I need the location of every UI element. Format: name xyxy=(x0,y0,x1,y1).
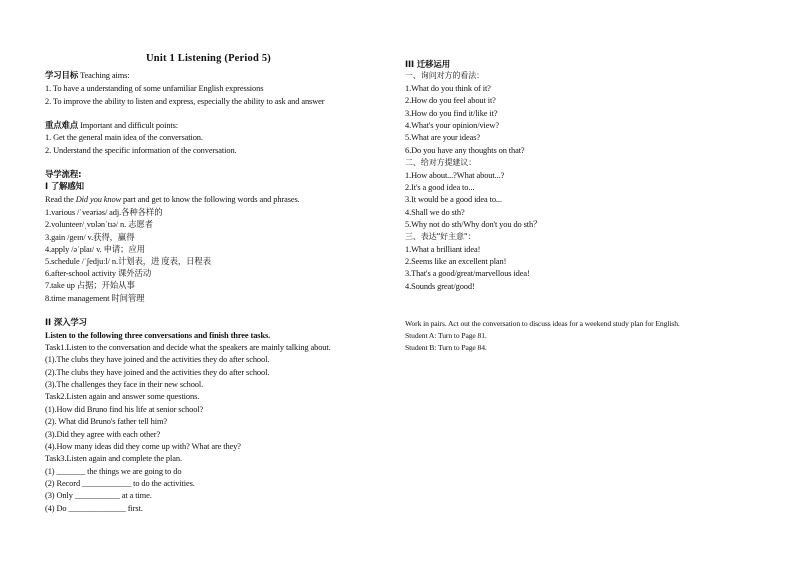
vocab-item: 8.time management 时间管理 xyxy=(45,294,145,303)
guide-heading: 导学流程: xyxy=(45,169,82,179)
listen-instruction: Listen to the following three conversations and finish three tasks. xyxy=(45,331,271,340)
plan-blank: ___________ xyxy=(74,491,120,500)
q1-item: 4.What's your opinion/view? xyxy=(405,121,499,130)
q3-item: 3.That's a good/great/marvellous idea! xyxy=(405,269,530,278)
plan-post: to do the activities. xyxy=(131,479,195,488)
vocab-item: 1.various /ˈveəriəs/ adj.各种各样的 xyxy=(45,208,163,217)
q1-item: 3.How do you find it/like it? xyxy=(405,109,498,118)
task-line: (2).The clubs they have joined and the activities they do after school. xyxy=(45,368,270,377)
task-line: (1).The clubs they have joined and the activities they do after school. xyxy=(45,355,270,364)
task-line: Task3.Listen again and complete the plan. xyxy=(45,454,182,463)
task-line: (3).The challenges they face in their new school. xyxy=(45,380,204,389)
read-post: part and get to know the following words and phrases. xyxy=(121,195,300,204)
task-line: (2). What did Bruno's father tell him? xyxy=(45,417,167,426)
vocab-item: 3.gain /geɪn/ v.获得，赢得 xyxy=(45,233,135,242)
aims-heading-en: Teaching aims: xyxy=(80,71,130,80)
plan-pre: (2) Record xyxy=(45,479,83,488)
plan-item xyxy=(45,478,195,489)
read-pre: Read the xyxy=(45,195,76,204)
q2-item: 2.It's a good idea to... xyxy=(405,183,475,192)
pair-work-instruction: Work in pairs. Act out the conversation to discuss ideas for a weekend study plan for English. xyxy=(405,319,680,328)
q3-heading: 三、表达"好主意"： xyxy=(405,232,476,241)
vocab-item: 4.apply /əˈplaɪ/ v. 申请；应用 xyxy=(45,245,145,254)
plan-blank: ______________ xyxy=(68,504,126,513)
page-title: Unit 1 Listening (Period 5) xyxy=(146,53,271,64)
q2-heading: 二、给对方提建议： xyxy=(405,158,477,167)
vocab-item: 2.volunteer/ˌvɒlənˈtɪə/ n. 志愿者 xyxy=(45,220,153,229)
task-line: (3).Did they agree with each other? xyxy=(45,430,161,439)
aims-heading-cn: 学习目标 xyxy=(45,70,79,80)
q3-item: 1.What a brilliant idea! xyxy=(405,245,481,254)
q1-item: 1.What do you think of it? xyxy=(405,84,491,93)
q3-item: 4.Sounds great/good! xyxy=(405,282,475,291)
point-item: 2. Understand the specific information of the conversation. xyxy=(45,146,237,155)
section3-heading: III 迁移运用 xyxy=(405,59,450,69)
q2-item: 3.It would be a good idea to... xyxy=(405,195,502,204)
points-heading xyxy=(45,120,178,131)
points-heading-en: Important and difficult points: xyxy=(80,121,179,130)
read-italic: Did you know xyxy=(75,195,122,204)
aims-heading xyxy=(45,70,130,81)
task-line: (1).How did Bruno find his life at senior school? xyxy=(45,405,204,414)
q2-item: 5.Why not do sth/Why don't you do sth？ xyxy=(405,220,542,229)
student-b-line: Student B: Turn to Page 84. xyxy=(405,343,487,352)
q1-item: 6.Do you have any thoughts on that? xyxy=(405,146,525,155)
q2-item: 1.How about...?What about...? xyxy=(405,171,505,180)
point-item: 1. Get the general main idea of the conversation. xyxy=(45,133,203,142)
task-line: Task1.Listen to the conversation and decide what the speakers are mainly talking about. xyxy=(45,343,331,352)
task-line: (4).How many ideas did they come up with? What are they? xyxy=(45,442,241,451)
q3-item: 2.Seems like an excellent plan! xyxy=(405,257,507,266)
q1-item: 5.What are your ideas? xyxy=(405,133,480,142)
q2-item: 4.Shall we do sth? xyxy=(405,208,465,217)
plan-post: at a time. xyxy=(119,491,152,500)
plan-pre: (3) Only xyxy=(45,491,75,500)
section2-heading: II 深入学习 xyxy=(45,317,87,327)
vocab-item: 6.after-school activity 课外活动 xyxy=(45,269,152,278)
plan-pre: (4) Do xyxy=(45,504,69,513)
plan-post: first. xyxy=(125,504,143,513)
q1-item: 2.How do you feel about it? xyxy=(405,96,496,105)
plan-item xyxy=(45,466,181,477)
aim-item: 2. To improve the ability to listen and express, especially the ability to ask and answer xyxy=(45,97,325,106)
vocab-item: 5.schedule /ˈʃedjuːl/ n.计划表，进 度表，日程表 xyxy=(45,257,211,266)
q1-heading: 一、询问对方的看法： xyxy=(405,71,484,80)
plan-blank: ____________ xyxy=(82,479,132,488)
points-heading-cn: 重点难点 xyxy=(45,120,79,130)
plan-item xyxy=(45,503,143,514)
read-instruction xyxy=(45,194,300,205)
plan-item xyxy=(45,490,152,501)
vocab-item: 7.take up 占据；开始从事 xyxy=(45,281,135,290)
plan-pre: (1) xyxy=(45,467,57,476)
plan-post: the things we are going to do xyxy=(85,467,182,476)
student-a-line: Student A: Turn to Page 81. xyxy=(405,331,487,340)
section1-heading: I 了解感知 xyxy=(45,181,84,191)
task-line: Task2.Listen again and answer some questions. xyxy=(45,392,200,401)
plan-blank: _______ xyxy=(56,467,86,476)
aim-item: 1. To have a understanding of some unfamiliar English expressions xyxy=(45,84,264,93)
